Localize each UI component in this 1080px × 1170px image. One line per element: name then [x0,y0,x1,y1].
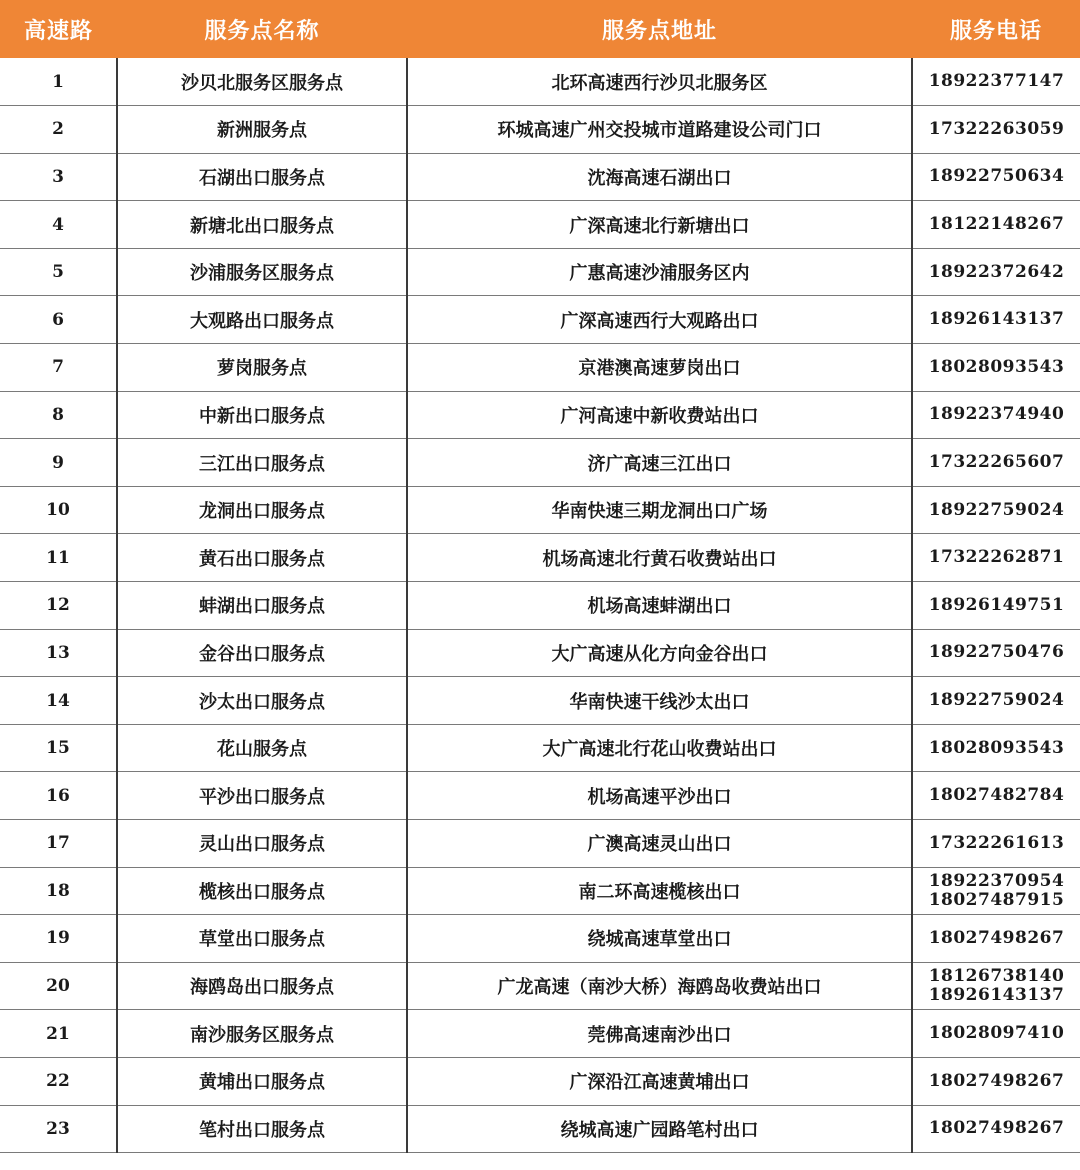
table-row [0,439,1080,487]
cell-service-phone [912,201,1080,249]
cell-service-point-name: 石湖出口服务点 [117,153,407,201]
phone-number: 18922377147 [928,71,1065,92]
cell-service-phone [912,724,1080,772]
cell-service-phone [912,820,1080,868]
table-row [0,1105,1080,1153]
phone-number: 17322265607 [928,452,1065,473]
cell-service-point-name: 笔村出口服务点 [117,1105,407,1153]
cell-service-phone [912,915,1080,963]
cell-service-point-address: 广惠高速沙浦服务区内 [407,248,912,296]
cell-seq: 6 [0,296,117,344]
table-row [0,962,1080,1010]
cell-service-point-address: 绕城高速草堂出口 [407,915,912,963]
cell-service-point-address: 绕城高速广园路笔村出口 [407,1105,912,1153]
cell-service-point-address: 广澳高速灵山出口 [407,820,912,868]
cell-service-phone [912,629,1080,677]
table-row [0,677,1080,725]
cell-seq: 22 [0,1057,117,1105]
phone-number: 18028093543 [928,356,1065,377]
cell-seq: 1 [0,58,117,106]
cell-seq: 3 [0,153,117,201]
table-row [0,582,1080,630]
cell-service-point-name: 金谷出口服务点 [117,629,407,677]
cell-service-point-address: 机场高速北行黄石收费站出口 [407,534,912,582]
phone-number: 18027498267 [928,1070,1065,1091]
phone-number: 18027498267 [928,927,1065,948]
cell-service-phone [912,486,1080,534]
cell-service-phone [912,153,1080,201]
cell-service-point-name: 沙贝北服务区服务点 [117,58,407,106]
phone-number: 18027498267 [928,1118,1065,1139]
cell-service-phone [912,439,1080,487]
cell-service-point-name: 黄埔出口服务点 [117,1057,407,1105]
header-row [0,0,1080,58]
cell-service-point-address: 广河高速中新收费站出口 [407,391,912,439]
cell-seq: 4 [0,201,117,249]
cell-service-point-name: 海鸥岛出口服务点 [117,962,407,1010]
table-header [0,0,1080,58]
cell-service-point-address: 大广高速从化方向金谷出口 [407,629,912,677]
phone-number: 18027482784 [928,785,1065,806]
cell-service-point-address: 南二环高速榄核出口 [407,867,912,915]
phone-number: 18126738140 [928,966,1065,987]
cell-service-point-address: 华南快速干线沙太出口 [407,677,912,725]
cell-service-point-name: 榄核出口服务点 [117,867,407,915]
phone-number: 18922372642 [928,261,1065,282]
cell-service-point-address: 广深高速西行大观路出口 [407,296,912,344]
phone-number: 18926143137 [928,985,1065,1006]
cell-service-phone [912,772,1080,820]
phone-number: 18922750634 [928,166,1065,187]
cell-service-point-address: 华南快速三期龙洞出口广场 [407,486,912,534]
cell-service-point-address: 济广高速三江出口 [407,439,912,487]
phone-number: 17322261613 [928,832,1065,853]
cell-service-phone [912,1057,1080,1105]
phone-number: 18028093543 [928,737,1065,758]
cell-service-phone [912,1010,1080,1058]
table-row [0,106,1080,154]
cell-seq: 18 [0,867,117,915]
table-row [0,867,1080,915]
cell-service-point-address: 莞佛高速南沙出口 [407,1010,912,1058]
cell-service-phone [912,582,1080,630]
cell-seq: 15 [0,724,117,772]
cell-seq: 14 [0,677,117,725]
phone-number: 18922374940 [928,404,1065,425]
table-row [0,391,1080,439]
cell-service-point-address: 机场高速平沙出口 [407,772,912,820]
cell-service-point-name: 萝岗服务点 [117,344,407,392]
cell-service-point-address: 北环高速西行沙贝北服务区 [407,58,912,106]
table-row [0,153,1080,201]
table-row [0,772,1080,820]
cell-seq: 7 [0,344,117,392]
cell-service-point-name: 三江出口服务点 [117,439,407,487]
table-row [0,296,1080,344]
cell-service-point-name: 中新出口服务点 [117,391,407,439]
table-row [0,1010,1080,1058]
cell-service-point-address: 广深高速北行新塘出口 [407,201,912,249]
cell-service-point-address: 机场高速蚌湖出口 [407,582,912,630]
table-row [0,201,1080,249]
cell-service-point-name: 平沙出口服务点 [117,772,407,820]
table-row [0,486,1080,534]
table-row [0,1057,1080,1105]
cell-service-phone [912,677,1080,725]
cell-service-phone [912,344,1080,392]
cell-service-phone [912,1105,1080,1153]
cell-service-point-address: 广龙高速（南沙大桥）海鸥岛收费站出口 [407,962,912,1010]
cell-seq: 21 [0,1010,117,1058]
cell-service-point-address: 京港澳高速萝岗出口 [407,344,912,392]
cell-service-point-name: 新洲服务点 [117,106,407,154]
cell-service-phone [912,391,1080,439]
cell-seq: 11 [0,534,117,582]
column-header-name: 服务点名称 [204,17,320,44]
table-row [0,248,1080,296]
cell-service-phone [912,534,1080,582]
phone-number: 17322263059 [928,118,1065,139]
cell-service-phone [912,248,1080,296]
phone-number: 18922759024 [928,499,1065,520]
phone-number: 18122148267 [928,214,1065,235]
cell-service-point-address: 广深沿江高速黄埔出口 [407,1057,912,1105]
cell-service-point-name: 新塘北出口服务点 [117,201,407,249]
cell-service-phone [912,867,1080,915]
cell-service-phone [912,58,1080,106]
table-row [0,820,1080,868]
cell-seq: 9 [0,439,117,487]
cell-seq: 23 [0,1105,117,1153]
cell-service-point-name: 蚌湖出口服务点 [117,582,407,630]
cell-service-point-name: 大观路出口服务点 [117,296,407,344]
cell-seq: 10 [0,486,117,534]
cell-service-point-address: 沈海高速石湖出口 [407,153,912,201]
phone-number: 18922370954 [928,870,1065,891]
cell-service-point-name: 沙太出口服务点 [117,677,407,725]
phone-number: 18027487915 [928,889,1065,910]
phone-number: 18926143137 [928,309,1065,330]
phone-number: 18922759024 [928,690,1065,711]
phone-number: 18922750476 [928,642,1065,663]
phone-number: 18028097410 [928,1023,1065,1044]
cell-seq: 16 [0,772,117,820]
cell-seq: 12 [0,582,117,630]
phone-number: 18926149751 [928,594,1065,615]
cell-seq: 20 [0,962,117,1010]
cell-service-point-name: 灵山出口服务点 [117,820,407,868]
table-row [0,915,1080,963]
cell-service-point-name: 龙洞出口服务点 [117,486,407,534]
cell-service-point-address: 环城高速广州交投城市道路建设公司门口 [407,106,912,154]
cell-seq: 13 [0,629,117,677]
cell-service-point-name: 花山服务点 [117,724,407,772]
cell-service-point-name: 南沙服务区服务点 [117,1010,407,1058]
cell-service-phone [912,106,1080,154]
cell-service-point-address: 大广高速北行花山收费站出口 [407,724,912,772]
cell-seq: 8 [0,391,117,439]
phone-number: 17322262871 [928,547,1065,568]
table-row [0,724,1080,772]
cell-seq: 17 [0,820,117,868]
cell-seq: 2 [0,106,117,154]
cell-seq: 19 [0,915,117,963]
cell-service-point-name: 沙浦服务区服务点 [117,248,407,296]
cell-service-point-name: 黄石出口服务点 [117,534,407,582]
column-header-seq: 高速路 [23,17,93,44]
table-row [0,534,1080,582]
table-row [0,344,1080,392]
table-row [0,58,1080,106]
cell-service-phone [912,962,1080,1010]
table-body [0,58,1080,1153]
table-row [0,629,1080,677]
cell-seq: 5 [0,248,117,296]
column-header-address: 服务点地址 [601,17,717,44]
column-header-phone: 服务电话 [949,17,1042,44]
cell-service-phone [912,296,1080,344]
cell-service-point-name: 草堂出口服务点 [117,915,407,963]
